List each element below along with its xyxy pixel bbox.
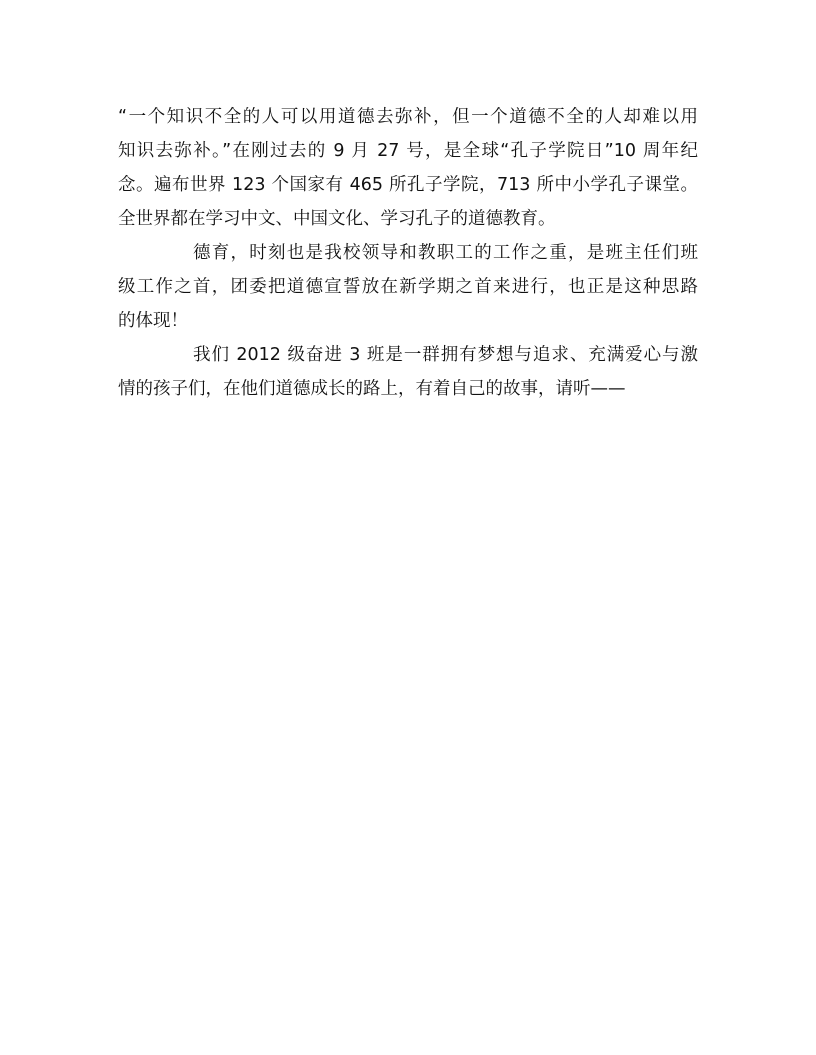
paragraph-1-line-3: 念。遍布世界 123 个国家有 465 所孔子学院，713 所中小学孔子课堂。 — [118, 175, 698, 195]
paragraph-1-line-2: 知识去弥补。”在刚过去的 9 月 27 号，是全球“孔子学院日”10 周年纪 — [118, 141, 698, 161]
paragraph-1 — [118, 100, 698, 236]
paragraph-2-line-2: 级工作之首，团委把道德宣誓放在新学期之首来进行，也正是这种思路 — [118, 277, 698, 297]
paragraph-1-line-1: “一个知识不全的人可以用道德去弥补，但一个道德不全的人却难以用 — [118, 107, 698, 127]
paragraph-2-line-1: 德育，时刻也是我校领导和教职工的工作之重，是班主任们班 — [193, 243, 698, 263]
paragraph-1-line-4: 全世界都在学习中文、中国文化、学习孔子的道德教育。 — [118, 209, 556, 229]
document-body — [118, 100, 698, 406]
paragraph-2 — [118, 236, 698, 338]
paragraph-2-line-3: 的体现！ — [118, 311, 188, 331]
paragraph-3 — [118, 338, 698, 406]
paragraph-3-line-2: 情的孩子们，在他们道德成长的路上，有着自己的故事，请听—— — [118, 379, 626, 399]
paragraph-3-line-1: 我们 2012 级奋进 3 班是一群拥有梦想与追求、充满爱心与激 — [193, 345, 698, 365]
